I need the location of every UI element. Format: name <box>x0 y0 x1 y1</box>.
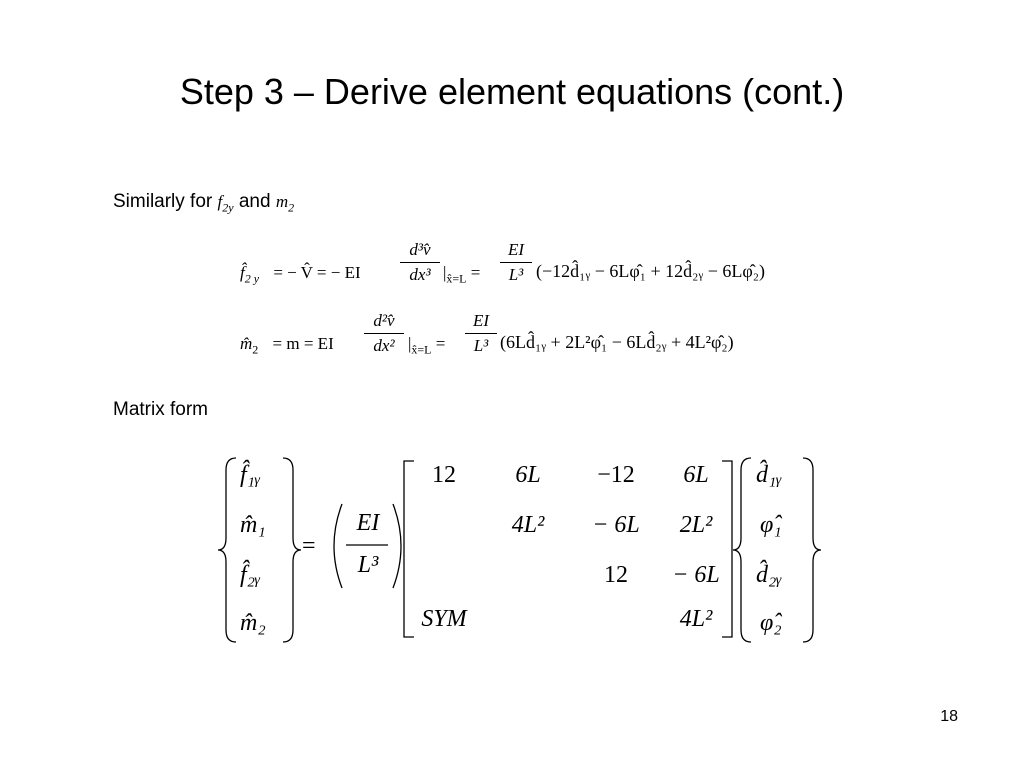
intro-m: m <box>275 192 289 211</box>
factor-left-paren <box>334 504 342 588</box>
eq1-eval-sub: x̂=L <box>446 271 467 286</box>
eq2-frac1-den: dx² <box>373 336 395 355</box>
matrix-cell: 4L² <box>679 606 713 632</box>
matrix-heading: Matrix form <box>113 399 208 420</box>
eq2-rhs: (6Ld̂₁ᵧ + 2L²φ̂₁ − 6Ld̂₂ᵧ + 4L²φ̂₂) <box>500 332 734 352</box>
intro-and: and <box>238 191 271 212</box>
eq1-eval: | <box>443 263 447 282</box>
eq2-eq: = <box>435 334 446 353</box>
matrix-cell: −12 <box>597 462 635 488</box>
rhs-vector-entry: φ̂₂ <box>760 610 782 636</box>
matrix-cell: 6L <box>515 462 541 488</box>
rhs-vector-entry: φ̂₁ <box>760 512 782 538</box>
lhs-vector-entry: m̂₂ <box>240 610 266 636</box>
eq2-lhs-sub: 2 <box>252 342 259 357</box>
lhs-vector-entry: f̂₁ᵧ <box>240 462 261 488</box>
eq1-lhs: f̂ <box>240 263 245 282</box>
matrix-cell: 4L² <box>511 512 545 538</box>
eq1-rhs: (−12d̂₁ᵧ − 6Lφ̂₁ + 12d̂₂ᵧ − 6Lφ̂₂) <box>536 261 766 281</box>
intro-f: f <box>217 192 223 211</box>
eq1-eq: = <box>470 263 481 282</box>
eq1-frac1-den: dx³ <box>409 265 431 284</box>
rhs-vector-entry: d̂₂ᵧ <box>756 562 782 588</box>
eq1-frac2-num: EI <box>507 240 525 259</box>
lhs-left-brace <box>218 458 236 642</box>
matrix-cell: − 6L <box>672 562 720 588</box>
intro-f-sub: 2y <box>222 200 234 215</box>
eq2-frac2-num: EI <box>472 311 490 330</box>
eq2-frac1-num: d²v̂ <box>373 311 395 330</box>
factor-den: L³ <box>357 552 379 578</box>
matrix-cell: − 6L <box>592 512 640 538</box>
eq1-lhs-sub: 2 y <box>244 271 260 286</box>
eq2-part1: = m = EI <box>272 334 334 353</box>
factor-right-paren <box>393 504 401 588</box>
intro-prefix: Similarly for <box>113 191 213 212</box>
slide-title: Step 3 – Derive element equations (cont.) <box>179 71 845 112</box>
eq1-part1: = − V̂ = − EI <box>273 263 361 282</box>
eq1-frac2-den: L³ <box>508 265 524 284</box>
eq2-lhs: m̂ <box>240 334 253 353</box>
matrix-cell: 12 <box>432 462 456 488</box>
rhs-vector-entry: d̂₁ᵧ <box>756 462 782 488</box>
lhs-vector-entry: m̂₁ <box>240 512 266 538</box>
intro-m-sub: 2 <box>288 200 295 215</box>
page-number: 18 <box>940 708 958 725</box>
eq2-frac2-den: L³ <box>473 336 489 355</box>
rhs-right-brace <box>803 458 821 642</box>
eq2-eval: | <box>408 334 412 353</box>
matrix-cell: 2L² <box>679 512 713 538</box>
matrix-cell-sym: SYM <box>421 606 467 632</box>
matrix-equals: = <box>302 533 316 559</box>
eq1-frac1-num: d³v̂ <box>409 240 431 259</box>
eq2-eval-sub: x̂=L <box>411 342 432 357</box>
lhs-right-brace <box>283 458 301 642</box>
matrix-cell: 6L <box>683 462 709 488</box>
matrix-cell: 12 <box>604 562 628 588</box>
lhs-vector-entry: f̂₂ᵧ <box>240 562 261 588</box>
factor-num: EI <box>356 510 380 536</box>
